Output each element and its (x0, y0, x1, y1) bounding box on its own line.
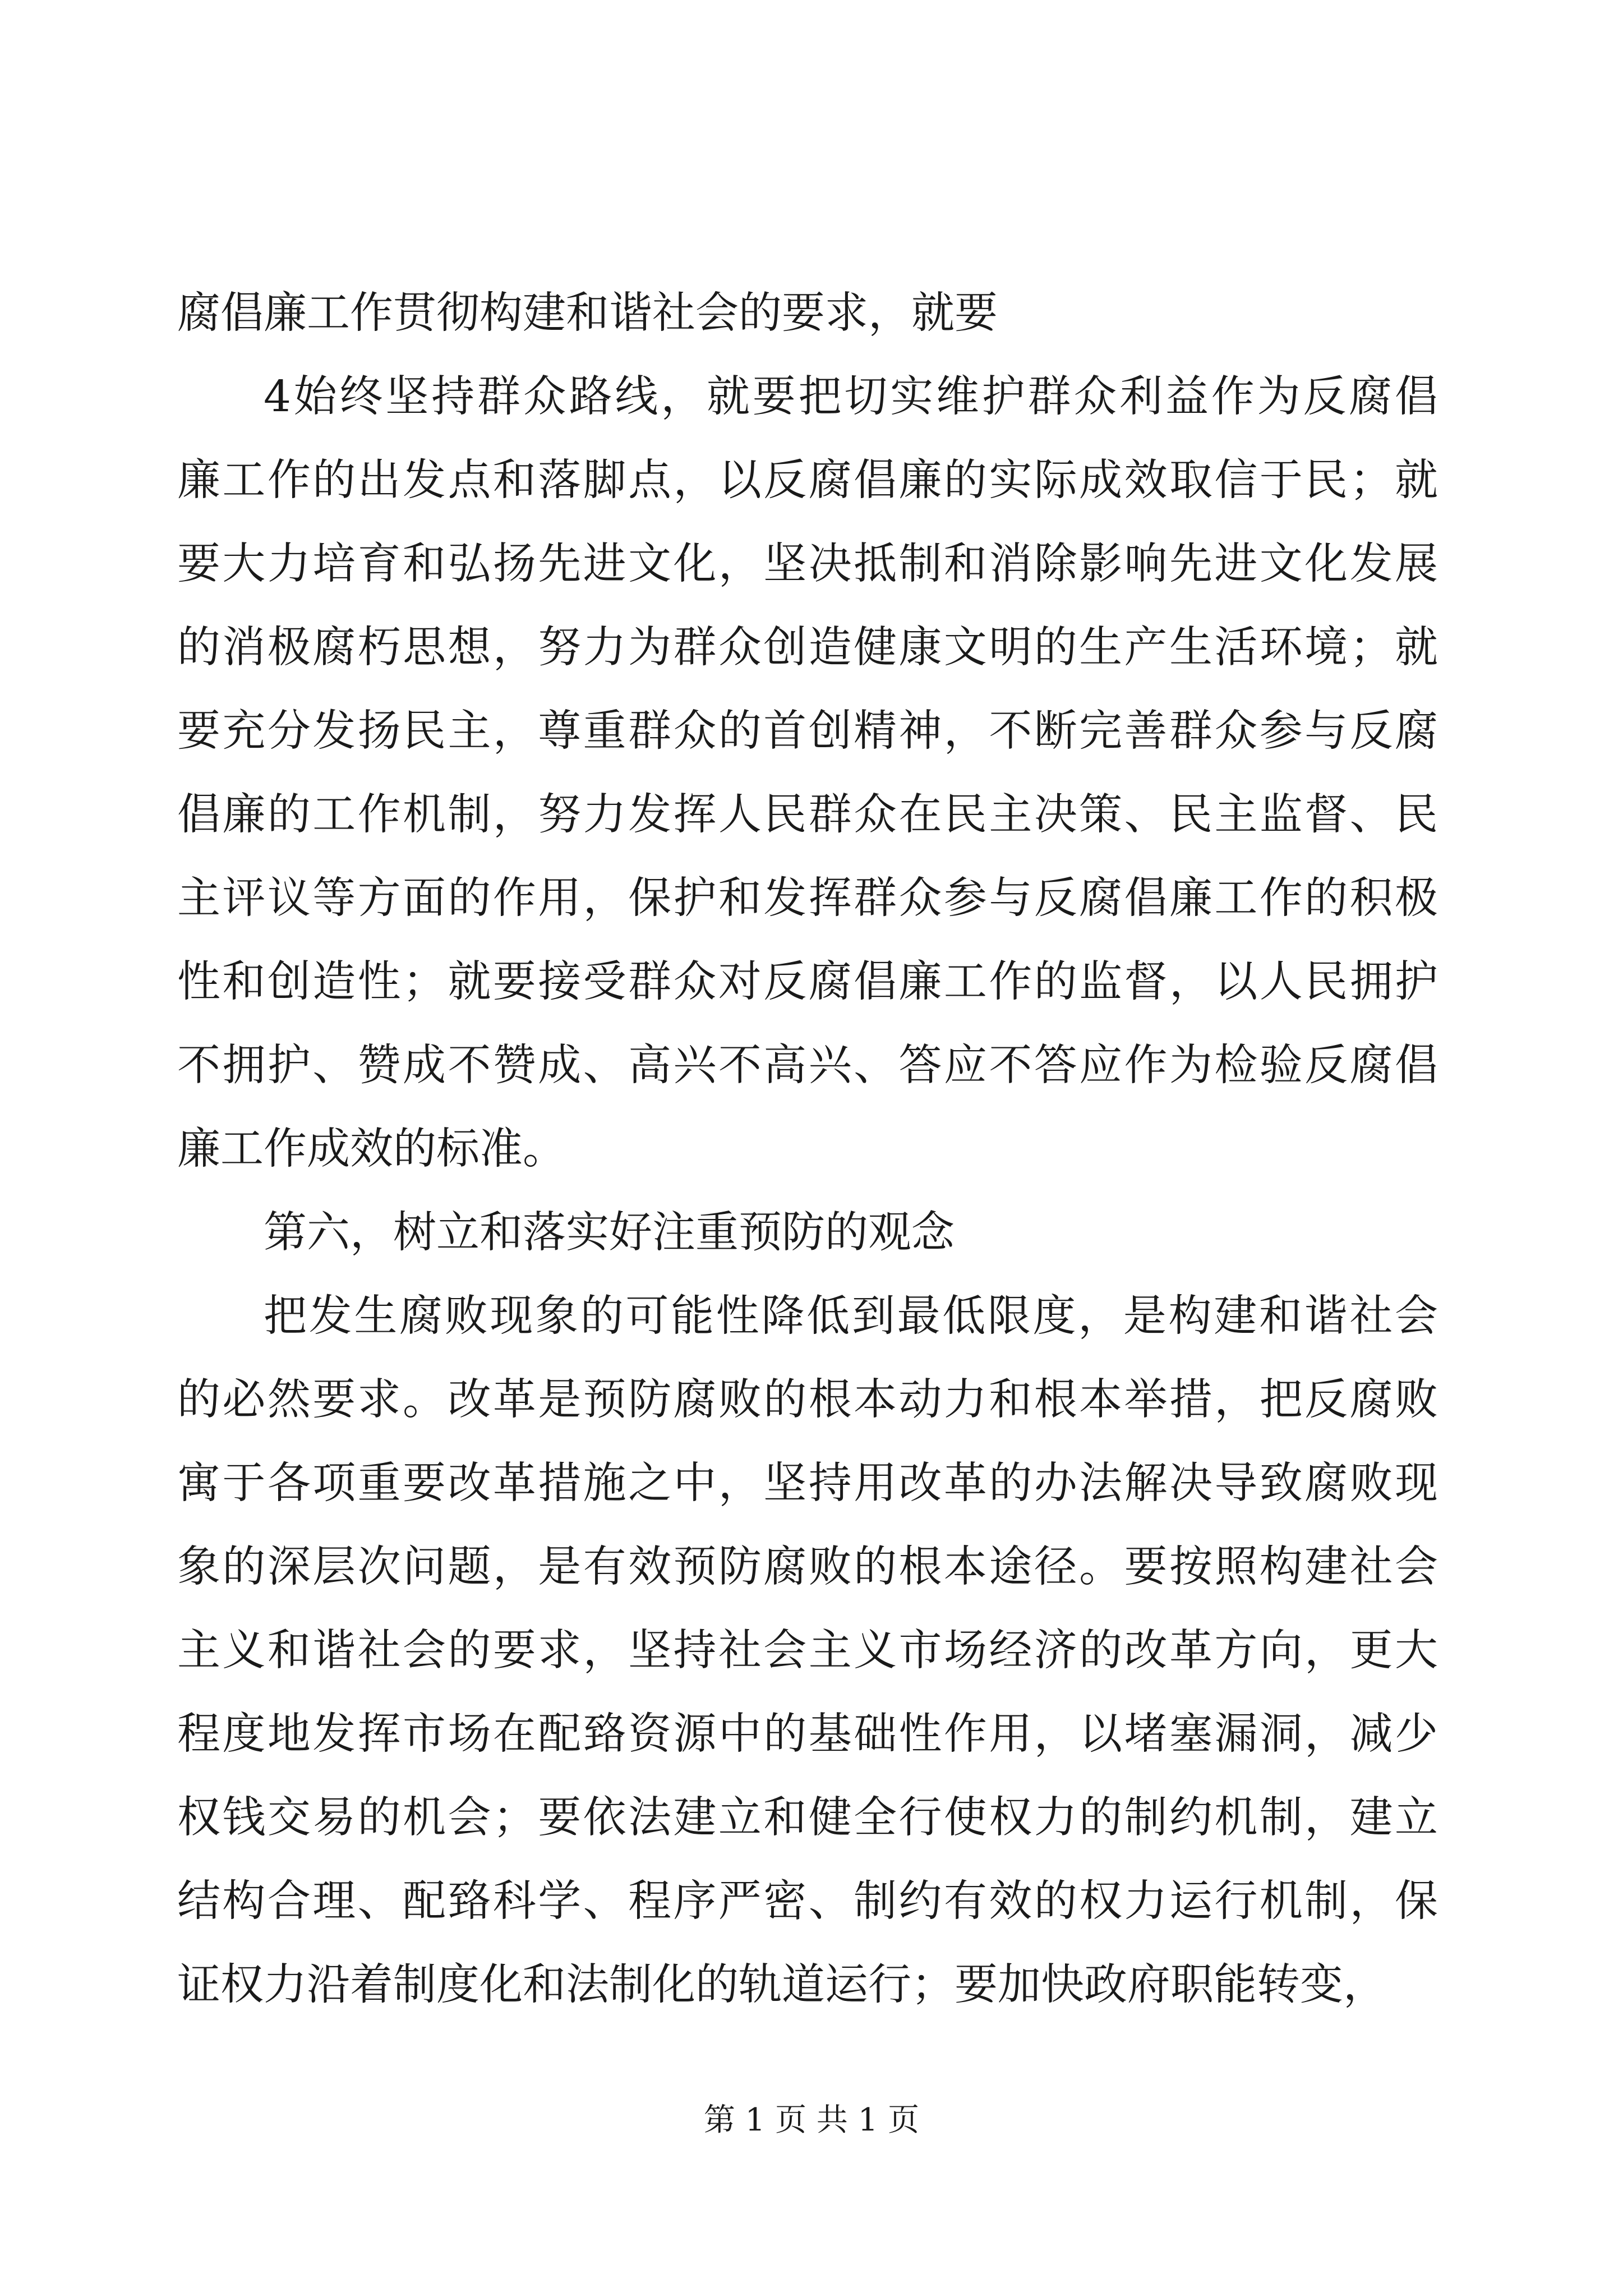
page-footer: 第 1 页 共 1 页 (703, 2102, 920, 2138)
text-line: 第六，树立和落实好注重预防的观念 (264, 1208, 955, 1258)
text-line: 把发生腐败现象的可能性降低到最低限度，是构建和谐社会 (264, 1291, 1438, 1341)
text-line: 主义和谐社会的要求，坚持社会主义市场经济的改革方向，更大 (177, 1626, 1438, 1676)
text-line: 4始终坚持群众路线，就要把切实维护群众利益作为反腐倡 (264, 372, 1438, 422)
text-line: 性和创造性；就要接受群众对反腐倡廉工作的监督，以人民拥护 (177, 957, 1438, 1007)
text-line: 程度地发挥市场在配臵资源中的基础性作用，以堵塞漏洞，减少 (177, 1709, 1438, 1759)
text-line: 寓于各项重要改革措施之中，坚持用改革的办法解决导致腐败现 (177, 1458, 1438, 1508)
document-body (177, 288, 1438, 2047)
text-line: 腐倡廉工作贯彻构建和谐社会的要求，就要 (177, 288, 998, 338)
text-line: 要充分发扬民主，尊重群众的首创精神，不断完善群众参与反腐 (177, 706, 1438, 756)
text-line: 不拥护、赞成不赞成、高兴不高兴、答应不答应作为检验反腐倡 (177, 1041, 1438, 1091)
text-line: 结构合理、配臵科学、程序严密、制约有效的权力运行机制，保 (177, 1876, 1438, 1926)
text-line: 要大力培育和弘扬先进文化，坚决抵制和消除影响先进文化发展 (177, 539, 1438, 589)
text-line: 主评议等方面的作用，保护和发挥群众参与反腐倡廉工作的积极 (177, 873, 1438, 923)
text-line: 象的深层次问题，是有效预防腐败的根本途径。要按照构建社会 (177, 1542, 1438, 1592)
text-line: 证权力沿着制度化和法制化的轨道运行；要加快政府职能转变， (177, 1960, 1386, 2010)
text-line: 的必然要求。改革是预防腐败的根本动力和根本举措，把反腐败 (177, 1375, 1438, 1425)
text-line: 倡廉的工作机制，努力发挥人民群众在民主决策、民主监督、民 (177, 790, 1438, 840)
text-line: 权钱交易的机会；要依法建立和健全行使权力的制约机制，建立 (177, 1793, 1438, 1843)
text-line: 廉工作的出发点和落脚点，以反腐倡廉的实际成效取信于民；就 (177, 455, 1438, 505)
text-line: 廉工作成效的标准。 (177, 1124, 566, 1174)
text-line: 的消极腐朽思想，努力为群众创造健康文明的生产生活环境；就 (177, 623, 1438, 673)
